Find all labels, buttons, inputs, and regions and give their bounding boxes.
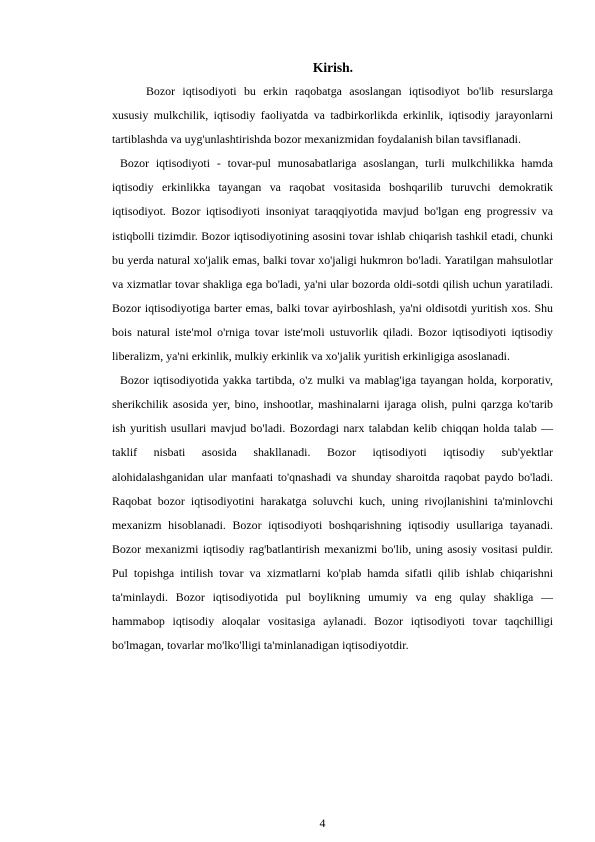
paragraph-2: Bozor iqtisodiyoti - tovar-pul munosabatlariga asoslangan, turli mulkchilikka hamda iqtisodiy erkinlikka tayangan va raqobat vositasida boshqarilib turuvchi demokratik iqtisodiyot. Bozor iqtisodiyoti insoniyat taraqqiyotida mavjud bo'lgan eng progressiv va istiqbolli tizimdir. Bozor iqtisodiyotining asosini tovar ishlab chiqarish tashkil etadi, chunki bu yerda natural xo'jalik emas, balki tovar xo'jaligi hukmron bo'ladi. Yaratilgan mahsulotlar va xizmatlar tovar shakliga ega bo'ladi, ya'ni ular bozorda oldi-sotdi qilish uchun yaratiladi. Bozor iqtisodiyotiga barter emas, balki tovar ayirboshlash, ya'ni oldisotdi yuritish xos. Shu bois natural iste'mol o'rniga tovar iste'moli ustuvorlik qiladi. Bozor iqtisodiyoti iqtisodiy liberalizm, ya'ni erkinlik, mulkiy erkinlik va xo'jalik yuritish erkinligiga asoslanadi.	[112, 156, 553, 364]
page-number: 4	[319, 816, 326, 830]
paragraph-1: Bozor iqtisodiyoti bu erkin raqobatga asoslangan iqtisodiyot bo'lib resurslarga xususiy mulkchilik, iqtisodiy faoliyatda va tadbirkorlikda erkinlik, iqtisodiy jarayonlarni tartiblashda va uyg'unlashtirishda bozor mexanizmidan foydalanish bilan tavsiflanadi.	[112, 84, 553, 147]
document-title: Kirish.	[312, 60, 354, 75]
document-page	[112, 58, 553, 657]
paragraph-3: Bozor iqtisodiyotida yakka tartibda, o'z mulki va mablag'iga tayangan holda, korporativ, sherikchilik asosida yer, bino, inshootlar, mashinalarni ijaraga olish, pulni qarzga ko'tarib ish yuritish usullari mavjud bo'ladi. Bozordagi narx talabdan kelib chiqqan holda talab — taklif nisbati asosida shakllanadi. Bozor iqtisodiyoti iqtisodiy sub'yektlar alohidalashganidan ular manfaati to'qnashadi va shunday sharoitda raqobat paydo bo'ladi. Raqobat bozor iqtisodiyotini harakatga soluvchi kuch, uning rivojlanishini ta'minlovchi mexanizm hisoblanadi. Bozor iqtisodiyoti boshqarishning iqtisodiy usullariga tayanadi. Bozor mexanizmi iqtisodiy rag'batlantirish mexanizmi bo'lib, uning asosiy vositasi puldir. Pul topishga intilish tovar va xizmatlarni ko'plab hamda sifatli qilib ishlab chiqarishni ta'minlaydi. Bozor iqtisodiyotida pul boylikning umumiy va eng qulay shakliga — hammabop iqtisodiy aloqalar vositasiga aylanadi. Bozor iqtisodiyoti tovar taqchilligi bo'lmagan, tovarlar mo'lko'lligi ta'minlanadigan iqtisodiyotdir.	[112, 373, 553, 653]
